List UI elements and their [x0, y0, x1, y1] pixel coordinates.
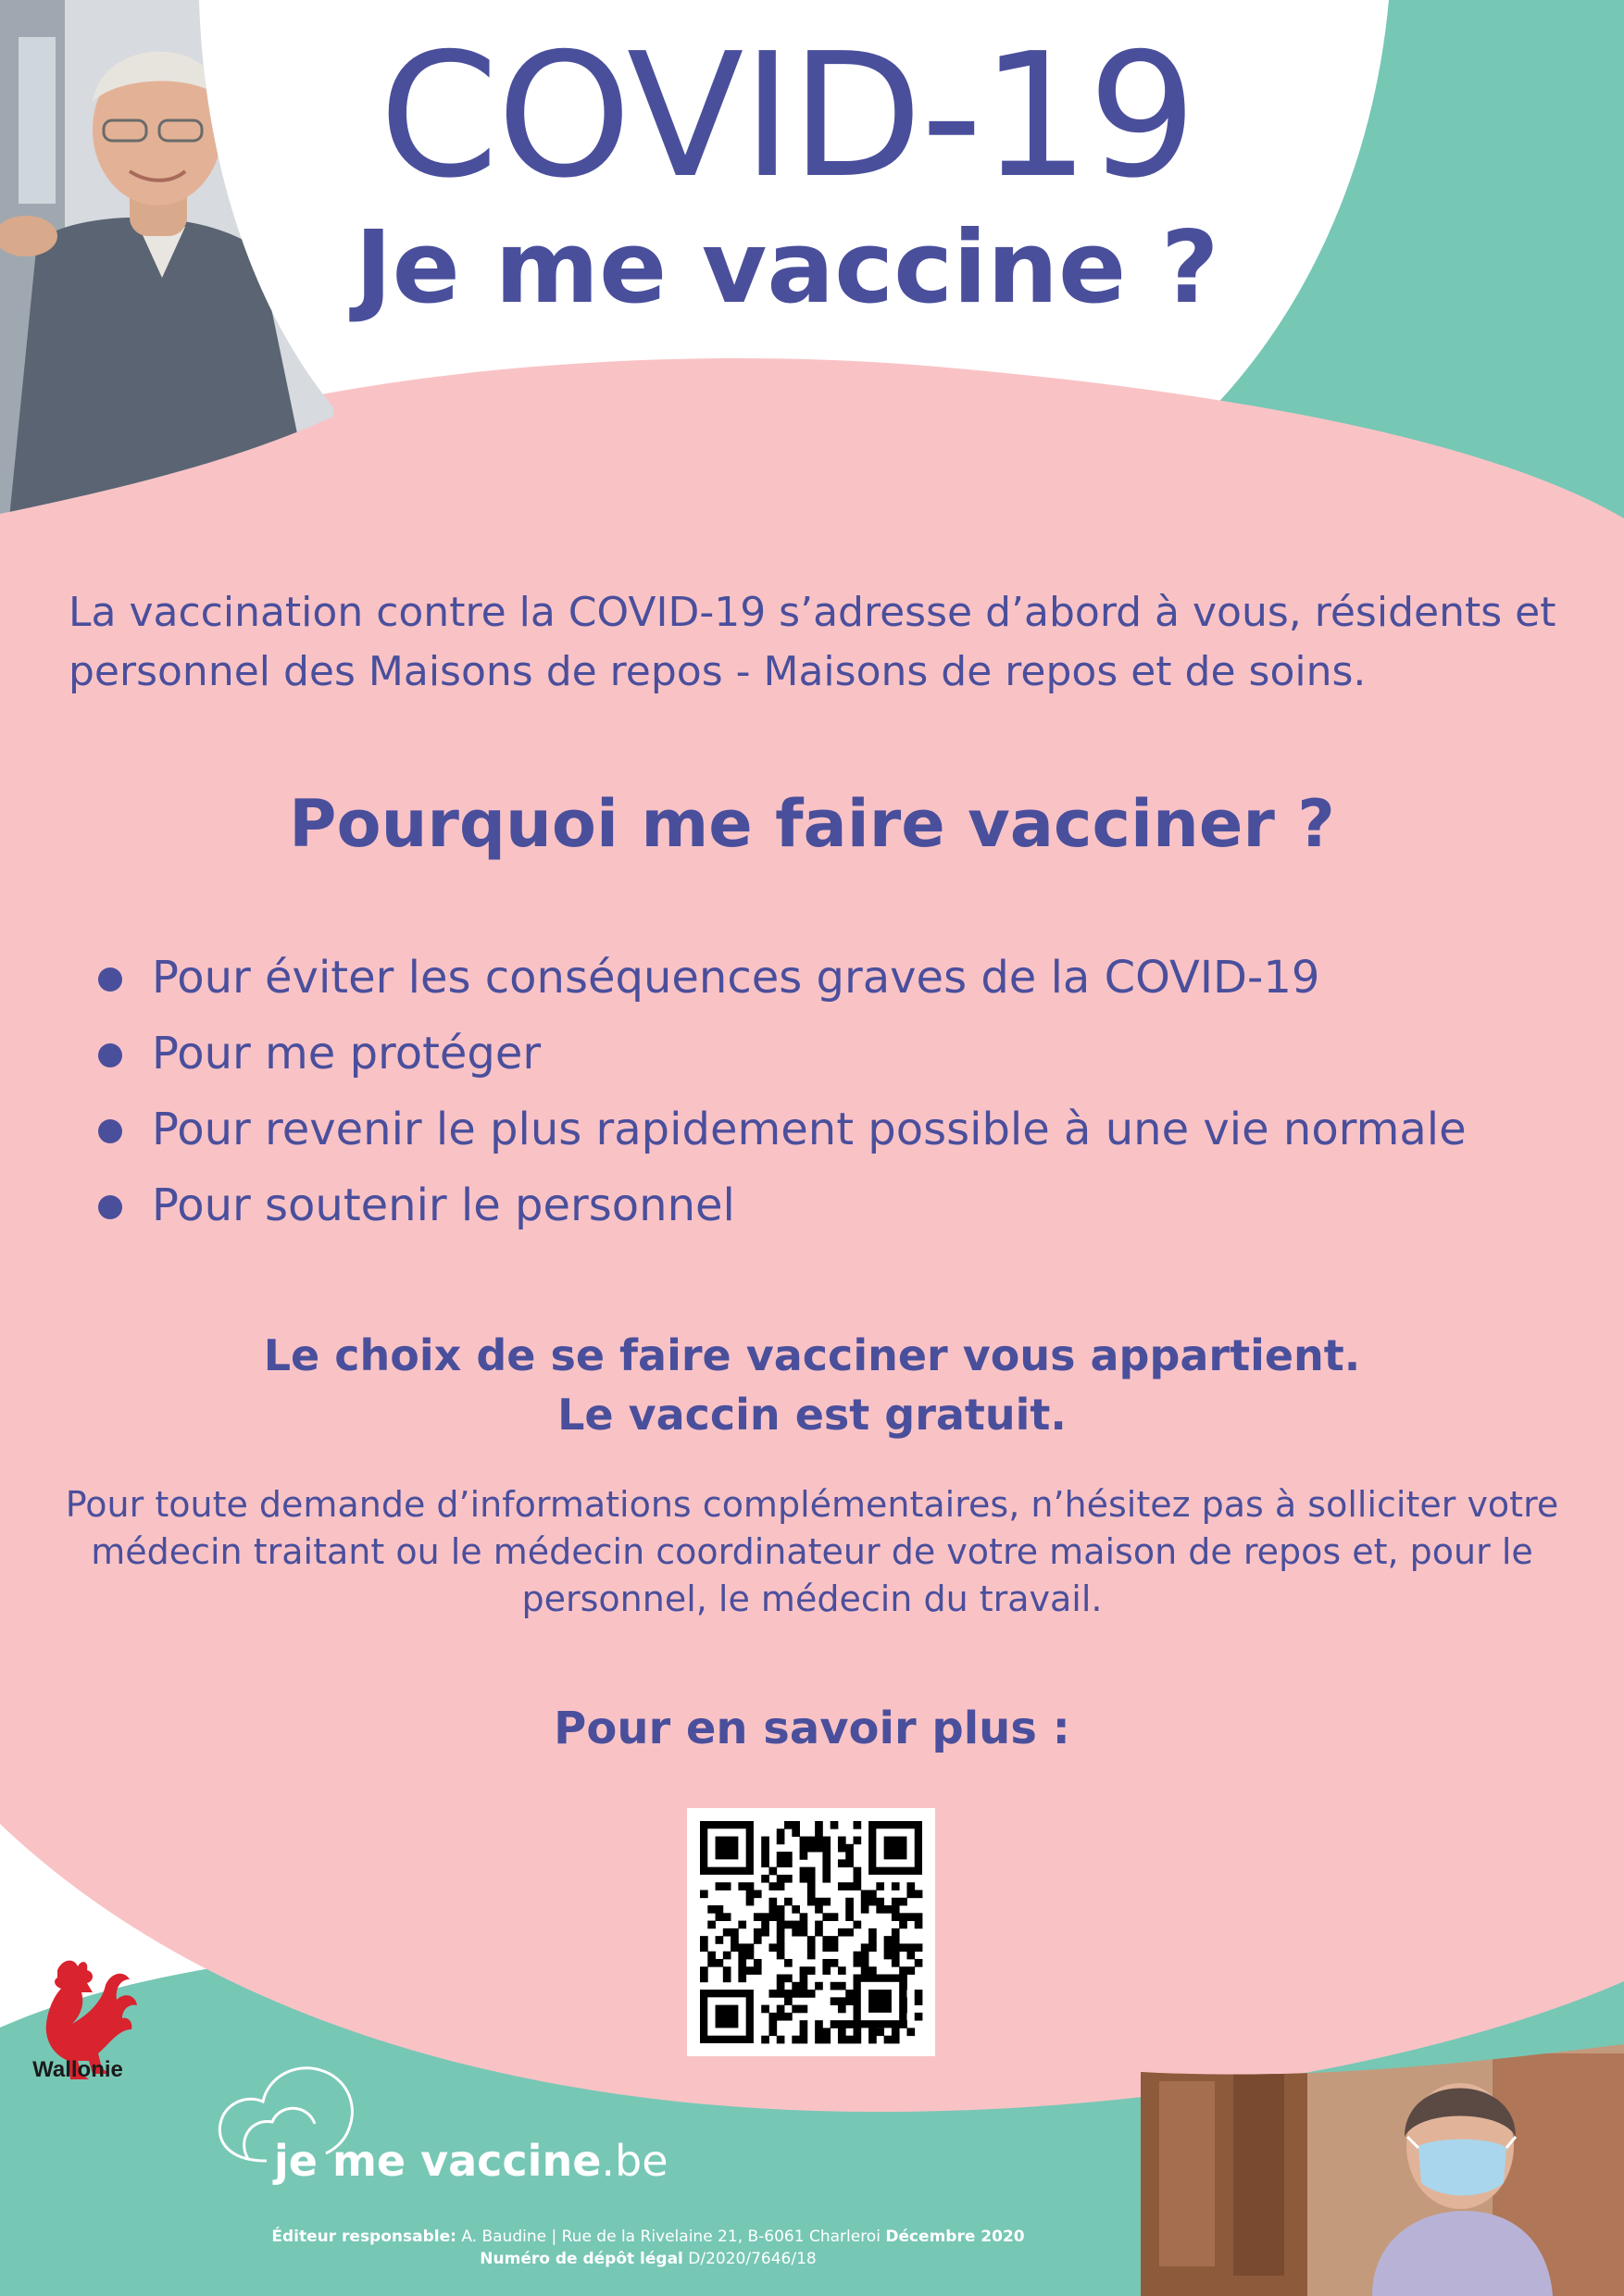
choice-statement — [93, 1326, 1531, 1444]
deposit-label: Numéro de dépôt légal — [480, 2250, 683, 2268]
reasons-list — [93, 940, 1537, 1243]
brand-strong: je me vaccine — [274, 2136, 602, 2186]
intro-paragraph: La vaccination contre la COVID-19 s’adresse d’abord à vous, résidents et personnel des Maisons de repos - Maisons de repos et de soins. — [69, 589, 1556, 695]
bullet-icon — [98, 1119, 122, 1143]
choice-line-2: Le vaccin est gratuit. — [557, 1390, 1067, 1440]
legal-date: Décembre 2020 — [885, 2227, 1025, 2246]
reason-text: Pour éviter les conséquences graves de la COVID-19 — [152, 952, 1320, 1004]
deposit-number: D/2020/7646/18 — [688, 2250, 817, 2268]
qr-code-icon[interactable] — [687, 1808, 935, 2056]
reason-text: Pour revenir le plus rapidement possible à une vie normale — [152, 1104, 1467, 1155]
page-title: COVID-19 — [379, 16, 1195, 216]
list-item — [93, 1092, 1537, 1167]
bullet-icon — [98, 1195, 122, 1219]
list-item — [93, 1016, 1537, 1092]
photo-elderly-woman-mask — [1141, 2044, 1624, 2296]
reason-text: Pour soutenir le personnel — [152, 1179, 735, 1231]
list-item — [93, 1167, 1537, 1243]
legal-line-2 — [185, 2248, 1111, 2270]
editor-label: Éditeur responsable: — [271, 2227, 456, 2246]
photo-elderly-man — [0, 0, 333, 518]
page-subtitle: Je me vaccine ? — [355, 210, 1219, 326]
bullet-icon — [98, 967, 122, 992]
legal-line-1 — [185, 2226, 1111, 2248]
brand-suffix: .be — [601, 2136, 668, 2186]
more-info-label: Pour en savoir plus : — [554, 1703, 1070, 1754]
reason-text: Pour me protéger — [152, 1028, 542, 1079]
choice-line-1: Le choix de se faire vacciner vous appartient. — [263, 1330, 1361, 1380]
list-item — [93, 940, 1537, 1016]
info-paragraph: Pour toute demande d’informations complémentaires, n’hésitez pas à solliciter votre médecin traitant ou le médecin coordinateur de votre maison de repos et, pour le personnel, le médecin du travail. — [65, 1484, 1559, 1619]
bullet-icon — [98, 1043, 122, 1067]
editor-text: A. Baudine | Rue de la Rivelaine 21, B-6061 Charleroi — [461, 2227, 881, 2246]
why-heading: Pourquoi me faire vacciner ? — [289, 786, 1335, 862]
brand-logo[interactable] — [274, 2135, 668, 2187]
wallonie-label: Wallonie — [32, 2057, 123, 2082]
legal-notice — [185, 2226, 1111, 2270]
